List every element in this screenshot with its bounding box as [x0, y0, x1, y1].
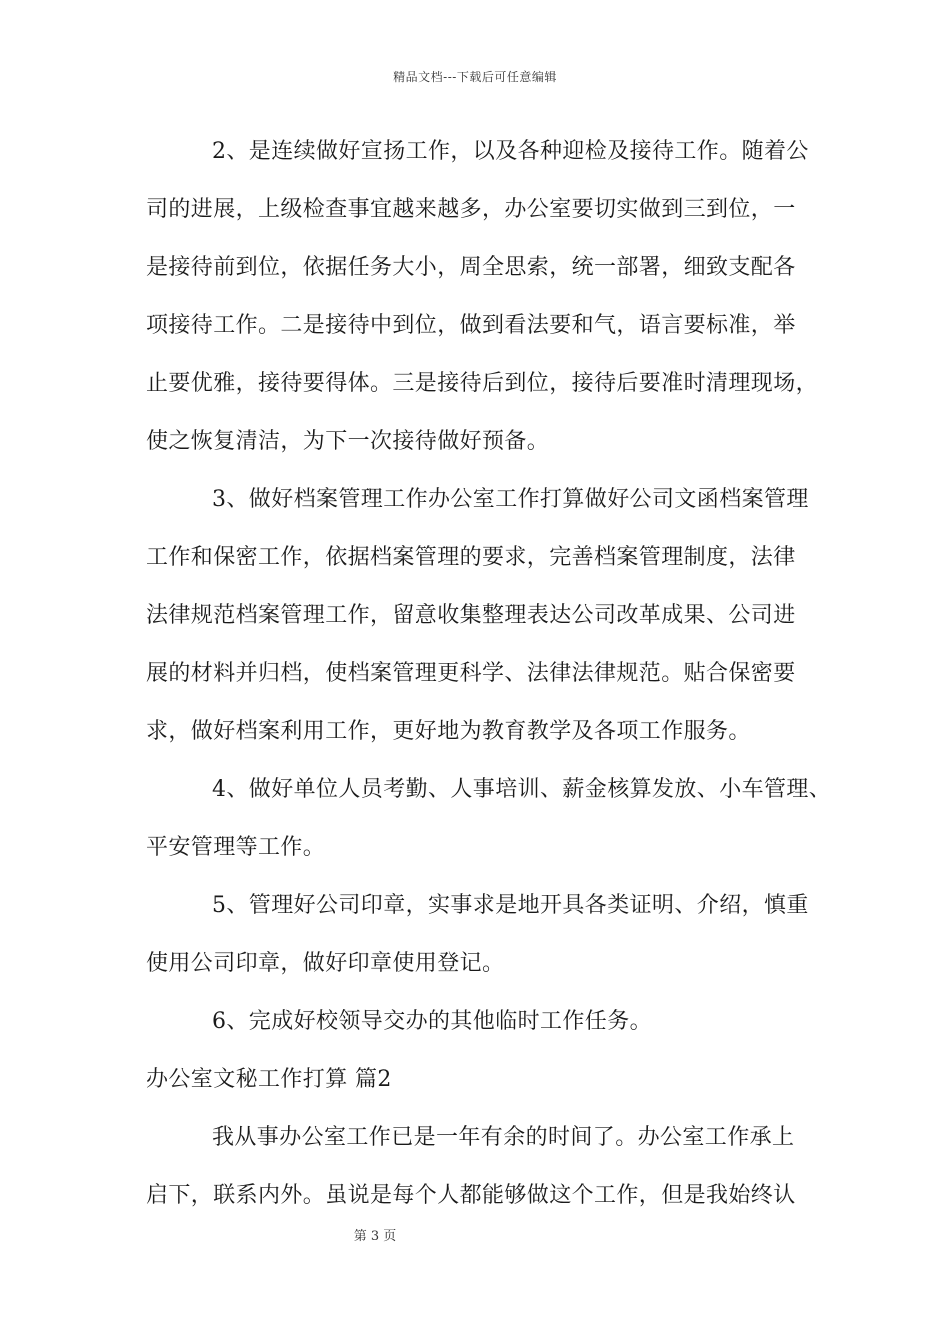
paragraph-line: 展的材料并归档，使档案管理更科学、法律法律规范。贴合保密要	[146, 661, 796, 686]
paragraph-line: 6、完成好校领导交办的其他临时工作任务。	[212, 1009, 652, 1034]
paragraph-line: 法律规范档案管理工作，留意收集整理表达公司改革成果、公司进	[146, 603, 796, 628]
paragraph-line: 5、管理好公司印章，实事求是地开具各类证明、介绍，慎重	[212, 893, 809, 918]
document-header: 精品文档---下载后可任意编辑	[393, 70, 557, 84]
paragraph-line: 是接待前到位，依据任务大小，周全思索，统一部署，细致支配各	[146, 255, 796, 280]
paragraph-line: 2、是连续做好宣扬工作，以及各种迎检及接待工作。随着公	[212, 139, 809, 164]
paragraph-line: 3、做好档案管理工作办公室工作打算做好公司文函档案管理	[212, 487, 809, 512]
paragraph-line: 4、做好单位人员考勤、人事培训、薪金核算发放、小车管理、	[212, 777, 832, 802]
paragraph-line: 我从事办公室工作已是一年有余的时间了。办公室工作承上	[212, 1125, 795, 1150]
paragraph-line: 司的进展，上级检查事宜越来越多，办公室要切实做到三到位，一	[146, 197, 796, 222]
paragraph-line: 项接待工作。二是接待中到位，做到看法要和气，语言要标准，举	[146, 313, 796, 338]
paragraph-line: 求，做好档案利用工作，更好地为教育教学及各项工作服务。	[146, 719, 751, 744]
page-number: 第 3 页	[353, 1229, 397, 1244]
paragraph-line: 使之恢复清洁，为下一次接待做好预备。	[146, 429, 550, 454]
paragraph-line: 平安管理等工作。	[146, 835, 326, 860]
paragraph-line: 止要优雅，接待要得体。三是接待后到位，接待后要准时清理现场，	[146, 371, 819, 396]
paragraph-line: 启下，联系内外。虽说是每个人都能够做这个工作，但是我始终认	[146, 1183, 796, 1208]
paragraph-line: 使用公司印章，做好印章使用登记。	[146, 951, 505, 976]
section-heading: 办公室文秘工作打算 篇2	[146, 1067, 392, 1092]
paragraph-line: 工作和保密工作，依据档案管理的要求，完善档案管理制度，法律	[146, 545, 796, 570]
document-body	[146, 130, 832, 1232]
